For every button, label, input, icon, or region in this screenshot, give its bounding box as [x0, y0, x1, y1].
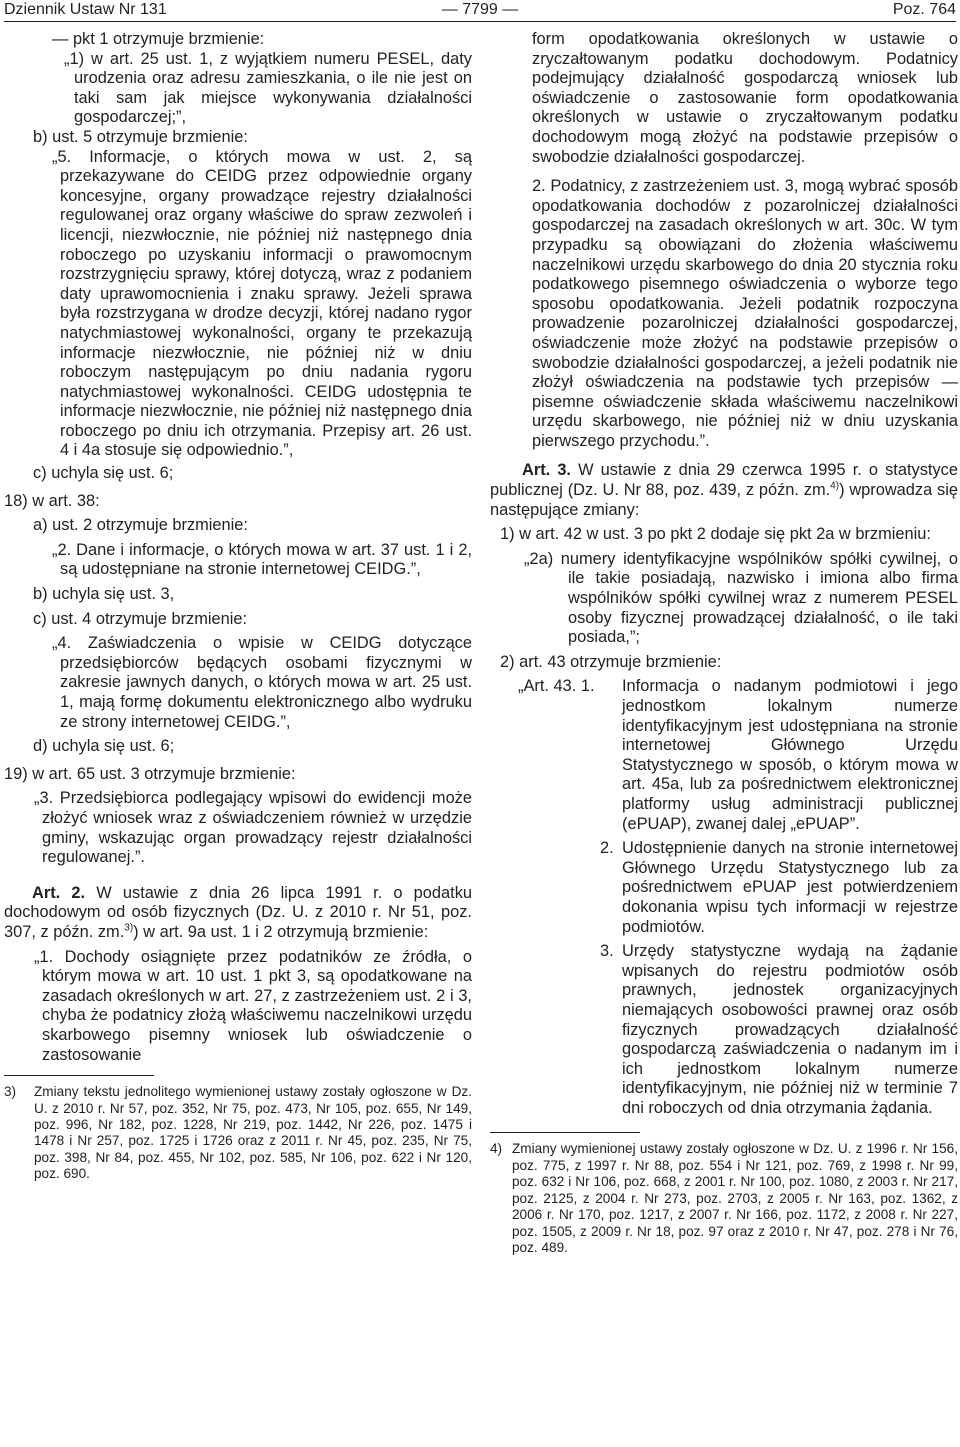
letter-b: b) ust. 5 otrzymuje brzmienie: — [33, 127, 248, 146]
footnote-ref-3: 3) — [124, 922, 134, 934]
art-3 — [490, 461, 958, 520]
art-2-label: Art. 2. — [32, 883, 86, 902]
letter-b-2: b) uchyla się ust. 3, — [33, 585, 175, 604]
art-3-text-b: ) wprowadza się następujące zmiany: — [490, 481, 958, 519]
quoted-ust-2: „2. Dane i informacje, o których mowa w art. 37 ust. 1 i 2, są udostępniane na stronie internetowej CEIDG.”, — [52, 540, 472, 579]
art-43-ust-2-text: Udostępnienie danych na stronie internetowej Głównego Urzędu Statystycznego lub za pośrednictwem ePUAP jest potwierdzeniem dokonania wpisu tych informacji w rejestrze podmiotów. — [622, 839, 958, 936]
art-43-ust-3-text: Urzędy statystyczne wydają na żądanie wpisanych do rejestru podmiotów osób prawnych, jednostek organizacyjnych niemających osobowości prawnej oraz osób fizycznych prowadzących działalność gospodarczą zaświadczenia o nadanym im i ich jednostkom lokalnym numerze identyfikacyjnym, nie później niż w terminie 7 dni roboczych od dnia otrzymania żądania. — [622, 942, 958, 1117]
point-intro: — pkt 1 otrzymuje brzmienie: — [52, 30, 265, 48]
quoted-point-1: „1) w art. 25 ust. 1, z wyjątkiem numeru PESEL, daty urodzenia oraz adresu zamieszkania, o ile nie jest on taki sam jak miejsce wykonywania działalności gospodarczej;”, — [64, 49, 472, 127]
art-2-text-a: W ustawie z dnia 26 lipca 1991 r. o podatku dochodowym od osób fizycznych (Dz. U. z 2010 r. Nr 51, poz. 307, z późn. zm. — [4, 883, 473, 941]
footnote-3 — [4, 1084, 472, 1182]
footnote-ref-4: 4) — [830, 480, 840, 492]
journal-title: Dziennik Ustaw Nr 131 — [4, 1, 167, 18]
letter-c: c) uchyla się ust. 6; — [33, 464, 174, 483]
ust-2: 2. Podatnicy, z zastrzeżeniem ust. 3, mogą wybrać sposób opodatkowania dochodów z pozarolniczej działalności gospodarczej na zasadach określonych w art. 30c. W tym przypadku są obowiązani do złożenia właściwemu naczelnikowi urzędu skarbowego do dnia 20 stycznia roku podatkowego pisemnego oświadczenia o wyborze tego sposobu opodatkowania. Jeżeli podatnik rozpoczyna prowadzenie pozarolniczej działalności gospodarczej, oświadczenie może złożyć na podstawie przepisów o swobodzie działalności gospodarczej, a jeżeli podatnik nie złożył oświadczenia na podstawie tych przepisów — pisemne oświadczenie składa właściwemu naczelnikowi urzędu skarbowego, nie później niż w dniu uzyskania pierwszego przychodu.”. — [532, 177, 958, 450]
art-2-text-b: ) w art. 9a ust. 1 i 2 otrzymują brzmienie: — [133, 922, 429, 941]
art-43-ust-3 — [600, 942, 958, 1118]
art-43-label: „Art. 43. 1. — [518, 677, 595, 696]
quoted-ust-5: „5. Informacje, o których mowa w ust. 2, są przekazywane do CEIDG przez odpowiednie organy koncesyjne, organy prowadzące rejestry działalności regulowanej oraz organy właściwe do spraw zezwoleń i licencji, niezwłocznie, nie później niż następnego dnia roboczego po uzyskaniu informacji o prawomocnym rozstrzygnięciu sprawy, której dotyczą, wraz z podaniem daty uprawomocnienia i znaku sprawy. Jeżeli sprawa była rozstrzygana w drodze decyzji, której nadano rygor natychmiastowej wykonalności, organy te przekazują informacje niezwłocznie, nie później niż w dniu roboczym następującym po dniu nadania rygoru natychmiastowej wykonalności. CEIDG udostępnia te informacje niezwłocznie, nie później niż następnego dnia roboczego po dniu ich otrzymania. Przepisy art. 26 ust. 4 i 4a stosuje się odpowiednio.”, — [52, 147, 472, 460]
art-43-ust-1 — [518, 677, 958, 834]
art-43-ust-2 — [600, 839, 958, 937]
footnote-4-mark: 4) — [490, 1141, 503, 1157]
art-3-text-a: W ustawie z dnia 29 czerwca 1995 r. o statystyce publicznej (Dz. U. Nr 88, poz. 439, z późn. zm. — [490, 461, 958, 500]
art-43-ust-3-label: 3. — [600, 942, 614, 961]
point-19: 19) w art. 65 ust. 3 otrzymuje brzmienie: — [4, 764, 296, 783]
continued-text: form opodatkowania określonych w ustawie o zryczałtowanym podatku dochodowym. Podatnicy podejmujący działalność gospodarczą wniosek lub oświadczenie o zastosowanie form opodatkowania określonych w ustawie o zryczałtowanym podatku dochodowym mogą złożyć na podstawie przepisów o swobodzie działalności gospodarczej. — [532, 30, 958, 166]
quoted-ust-1: „1. Dochody osiągnięte przez podatników ze źródła, o którym mowa w art. 10 ust. 1 pkt 3, są opodatkowane na zasadach określonych w art. 27, z zastrzeżeniem ust. 2 i 3, chyba że podatnicy złożą właściwemu naczelnikowi urzędu skarbowego pisemny wniosek lub oświadczenie o zastosowanie — [34, 947, 472, 1064]
letter-d: d) uchyla się ust. 6; — [33, 737, 175, 756]
quoted-point-2a: „2a) numery identyfikacyjne wspólników spółki cywilnej, o ile takie posiadają, nazwisko i imiona albo firma wspólników spółki cywilnej wraz z numerem PESEL osoby fizycznej prowadzącej działalność, o ile taki posiada,”; — [524, 549, 958, 647]
footnote-4 — [490, 1141, 958, 1256]
quoted-ust-4: „4. Zaświadczenia o wpisie w CEIDG dotyczące przedsiębiorców będących osobami fizycznymi w zakresie jawnych danych, o których mowa w art. 25 ust. 1, mają formę dokumentu elektronicznego albo wydruku ze strony internetowej CEIDG.”, — [52, 634, 472, 731]
header-rule — [4, 21, 956, 22]
art-43-ust-1-text: Informacja o nadanym podmiotowi i jego jednostkom lokalnym numerze identyfikacyjnym jest udostępniana na stronie internetowej Głównego Urzędu Statystycznego w sposób, o którym mowa w art. 45a, lub za pośrednictwem elektronicznej platformy usług administracji publicznej (ePUAP), zwanej dalej „ePUAP”. — [622, 677, 958, 833]
letter-c-2: c) ust. 4 otrzymuje brzmienie: — [33, 609, 248, 628]
position-number: Poz. 764 — [892, 1, 956, 18]
quoted-ust-3: „3. Przedsiębiorca podlegający wpisowi do ewidencji może złożyć wniosek wraz z oświadczeniem również w urzędzie gminy, wskazując organ prowadzący rejestr działalności regulowanej.”. — [34, 789, 472, 867]
footnote-3-text: Zmiany tekstu jednolitego wymienionej ustawy zostały ogłoszone w Dz. U. z 2010 r. Nr 57, poz. 352, Nr 75, poz. 473, Nr 105, poz. 655, Nr 149, poz. 996, Nr 182, poz. 1228, Nr 219, poz. 1442, Nr 226, poz. 1475 i 1478 i Nr 257, poz. 1725 i 1726 oraz z 2011 r. Nr 45, poz. 235, Nr 75, poz. 398, Nr 84, poz. 455, Nr 102, poz. 585, Nr 106, poz. 622 i Nr 120, poz. 690. — [34, 1084, 472, 1182]
footnote-rule — [4, 1075, 154, 1076]
point-18: 18) w art. 38: — [4, 491, 100, 510]
footnote-4-text: Zmiany wymienionej ustawy zostały ogłoszone w Dz. U. z 1996 r. Nr 156, poz. 775, z 1997 r. Nr 88, poz. 554 i Nr 121, poz. 769, z 1998 r. Nr 99, poz. 632 i Nr 106, poz. 668, z 2001 r. Nr 100, poz. 1080, z 2003 r. Nr 217, poz. 2125, z 2004 r. Nr 273, poz. 2703, z 2005 r. Nr 163, poz. 1362, z 2006 r. Nr 170, poz. 1217, z 2007 r. Nr 166, poz. 1172, z 2008 r. Nr 227, poz. 1505, z 2009 r. Nr 18, poz. 97 oraz z 2010 r. Nr 47, poz. 278 i Nr 76, poz. 489. — [512, 1141, 958, 1255]
letter-a: a) ust. 2 otrzymuje brzmienie: — [33, 516, 248, 535]
footnote-rule-2 — [490, 1132, 640, 1133]
art-3-label: Art. 3. — [522, 461, 571, 480]
art-43-ust-2-label: 2. — [600, 839, 614, 858]
right-column — [490, 30, 958, 1256]
amend-point-2: 2) art. 43 otrzymuje brzmienie: — [500, 652, 722, 671]
amend-point-1: 1) w art. 42 w ust. 3 po pkt 2 dodaje się pkt 2a w brzmieniu: — [500, 525, 931, 544]
left-column — [4, 30, 472, 1183]
page-header — [4, 0, 956, 22]
footnote-3-mark: 3) — [4, 1084, 17, 1100]
page-number: — 7799 — — [441, 1, 519, 18]
art-2 — [4, 884, 472, 943]
